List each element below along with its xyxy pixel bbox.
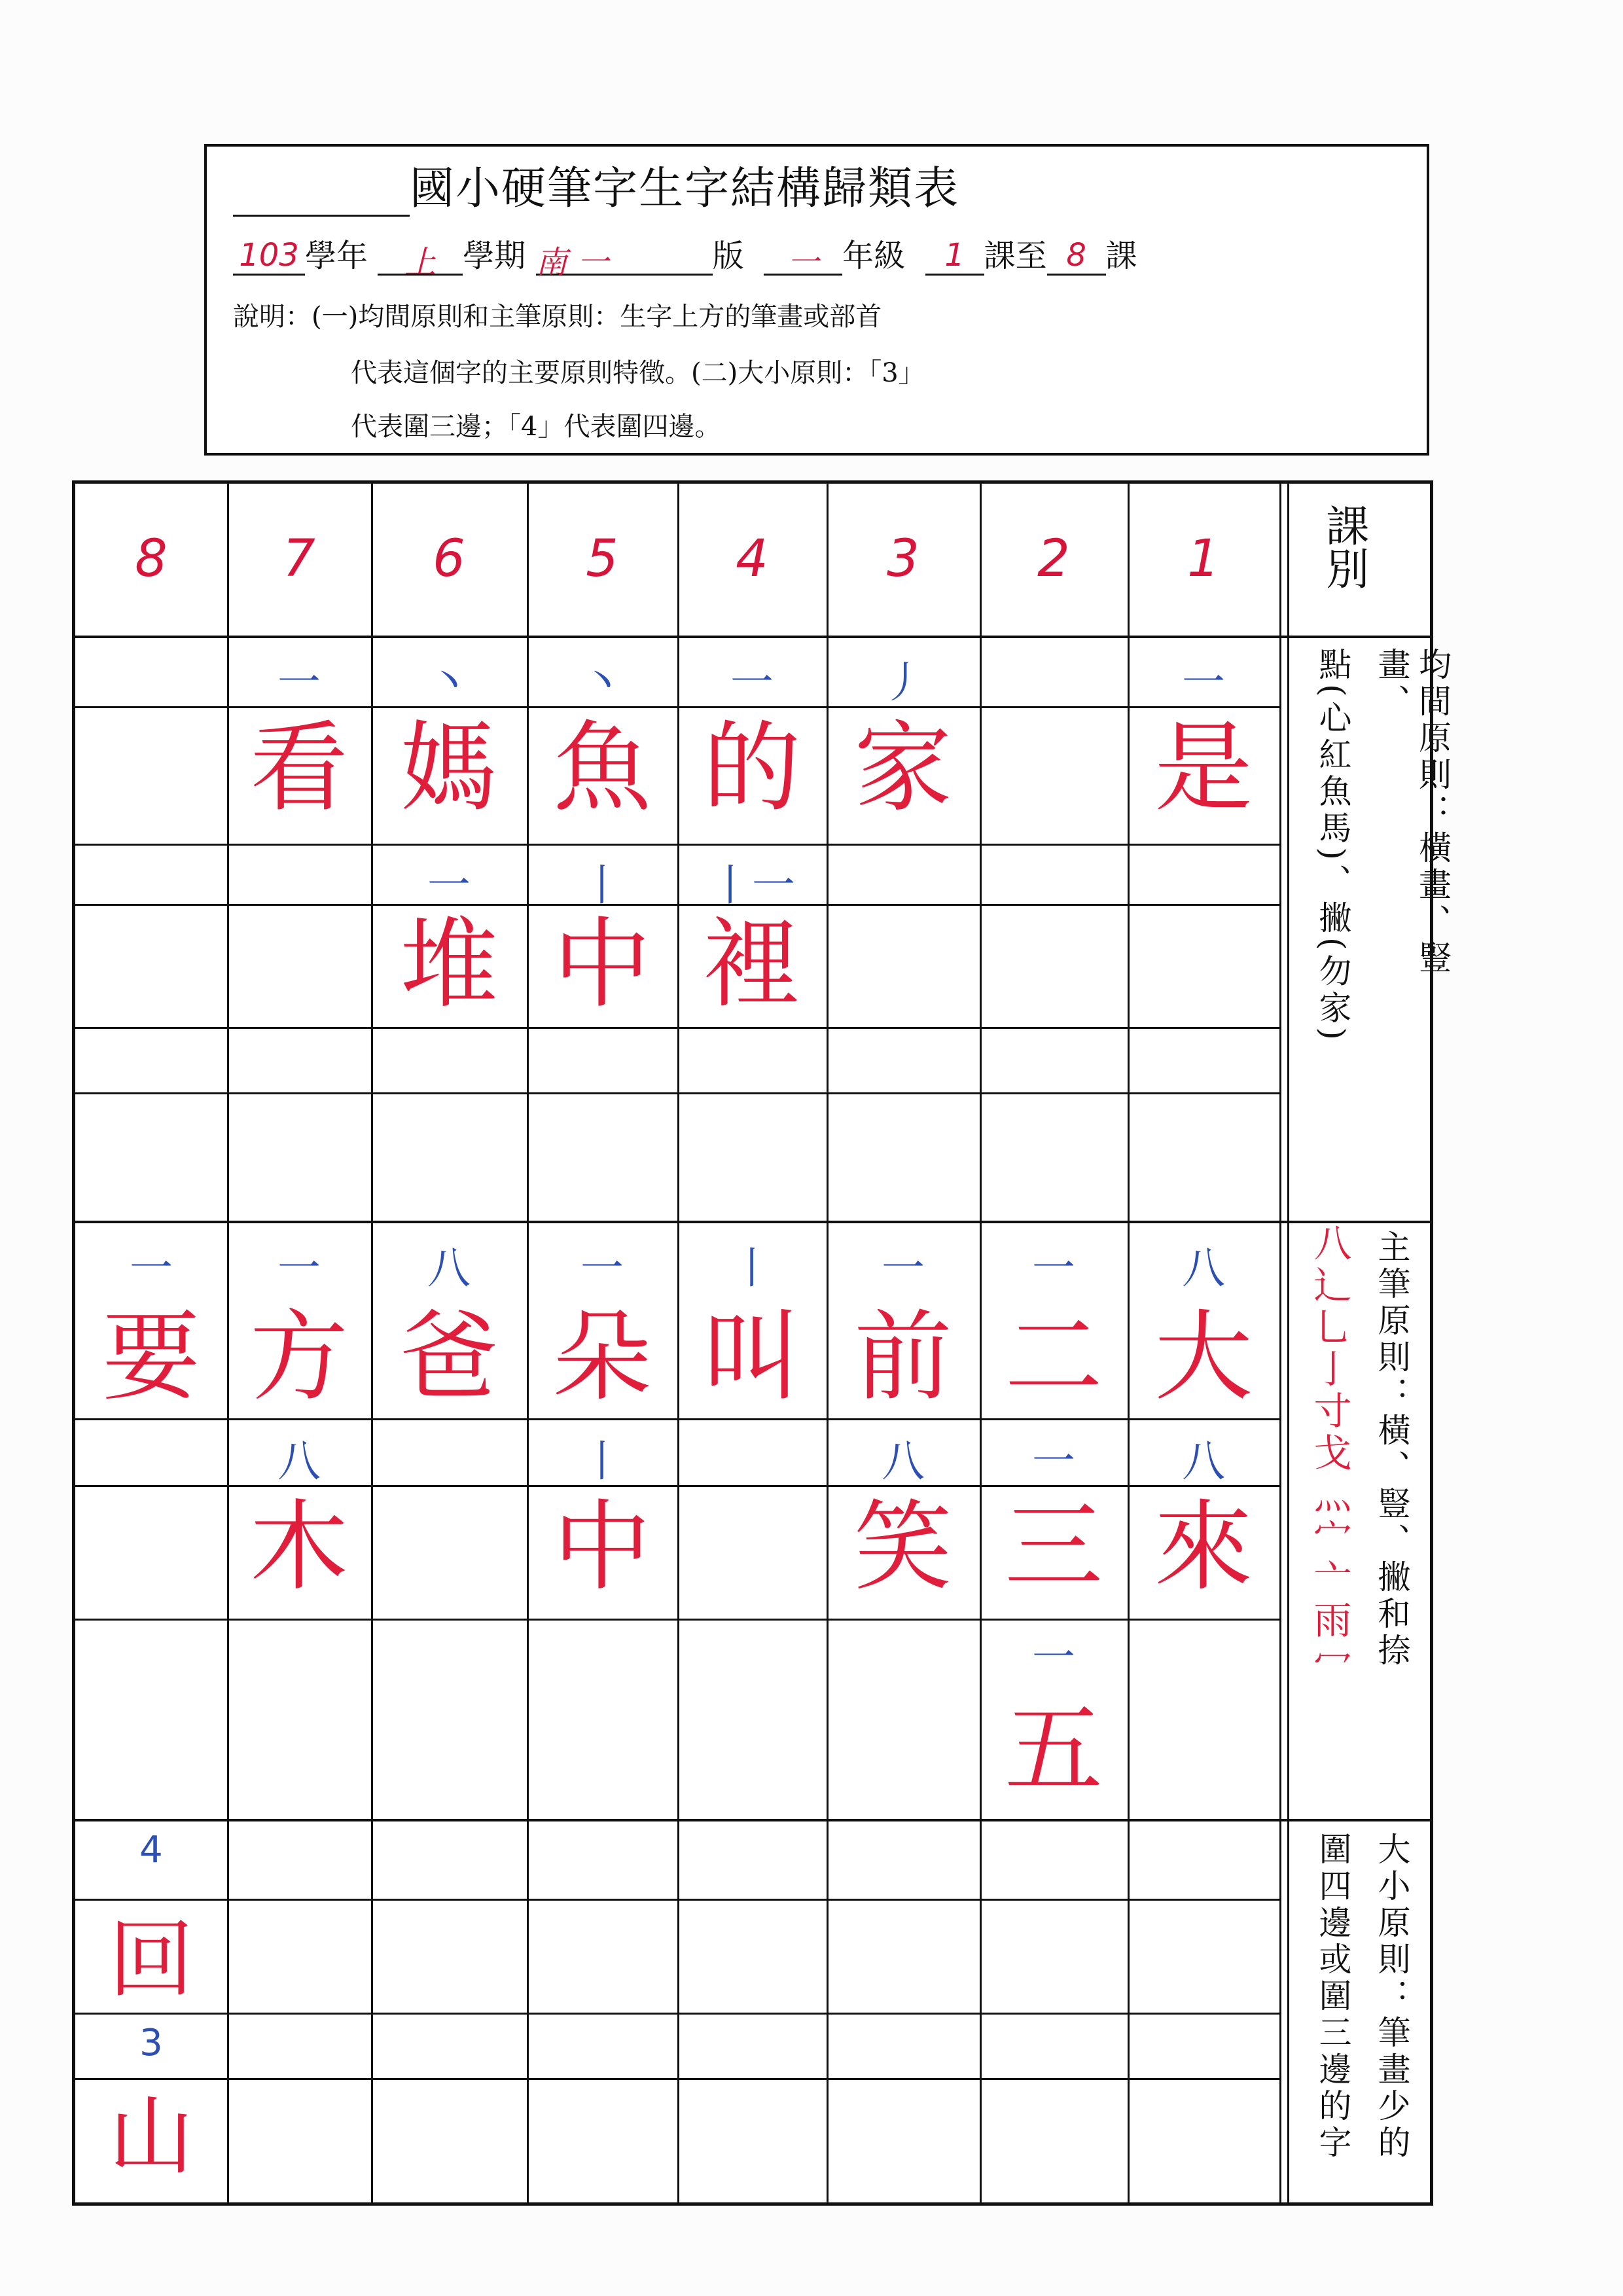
main-stroke-stroke: 丨 (580, 1436, 624, 1486)
main-stroke-stroke: 八 (427, 1243, 471, 1293)
even-spacing-stroke: 丶 (580, 657, 624, 708)
row-line (75, 1619, 1279, 1621)
size-character: 回 (108, 1910, 194, 2009)
even-spacing-stroke: 一 (277, 657, 321, 708)
main-stroke-stroke: 八 (1182, 1436, 1225, 1486)
row-line (75, 1485, 1279, 1487)
column-divider (527, 484, 529, 2202)
row-line (75, 1092, 1279, 1094)
main-stroke-stroke: 八 (277, 1436, 321, 1486)
main-stroke-character: 二 (1004, 1300, 1103, 1414)
grade-field[interactable]: 一 (764, 237, 842, 276)
main-stroke-stroke: 一 (580, 1243, 624, 1293)
school-name-blank[interactable] (233, 169, 410, 217)
info-line (233, 230, 1137, 281)
main-stroke-character: 五 (1004, 1693, 1103, 1807)
main-stroke-stroke: 一 (1032, 1632, 1075, 1683)
main-stroke-stroke: 一 (277, 1243, 321, 1293)
lesson-from-field[interactable]: 1 (925, 237, 984, 276)
column-divider (227, 484, 229, 2202)
header-box (204, 144, 1429, 456)
even-spacing-character: 媽 (399, 711, 499, 825)
row-line (75, 1418, 1279, 1420)
size-label-2: 圍四邊或圍三邊的字 (1313, 1832, 1352, 2162)
main-stroke-label: 主筆原則：橫、豎、撇和捺 (1372, 1230, 1411, 1670)
grade-label: 年級 (842, 238, 906, 274)
even-spacing-character: 堆 (399, 908, 499, 1022)
lesson-number-8: 8 (135, 529, 168, 588)
even-spacing-stroke: 一 (427, 860, 471, 910)
main-stroke-stroke: 一 (882, 1243, 925, 1293)
even-spacing-character: 是 (1154, 711, 1253, 825)
section-divider (75, 1819, 1430, 1821)
main-stroke-character: 來 (1154, 1490, 1253, 1604)
row-line (75, 1027, 1279, 1029)
main-stroke-character: 朵 (552, 1300, 652, 1414)
row-line (75, 1899, 1279, 1901)
main-stroke-stroke: 一 (1032, 1243, 1075, 1293)
main-stroke-character: 叫 (702, 1300, 802, 1414)
even-spacing-stroke: 一 (730, 657, 774, 708)
main-stroke-character: 大 (1154, 1300, 1253, 1414)
main-stroke-stroke: 八 (1182, 1243, 1225, 1293)
size-character: 山 (108, 2087, 194, 2186)
even-spacing-character: 中 (552, 908, 652, 1022)
column-divider (980, 484, 982, 2202)
note-line-2: 代表這個字的主要原則特徵。(二)大小原則：「3」 (351, 358, 925, 388)
even-spacing-stroke: 丨一 (709, 860, 795, 910)
lesson-number-6: 6 (433, 529, 465, 588)
lesson-number-3: 3 (887, 529, 919, 588)
lesson-number-4: 4 (736, 529, 768, 588)
column-divider (677, 484, 679, 2202)
even-spacing-character: 家 (853, 711, 953, 825)
size-enclosure-number: 4 (139, 1829, 163, 1871)
main-stroke-stroke: 八 (882, 1436, 925, 1486)
year-label: 學年 (305, 238, 368, 274)
main-stroke-stroke: 一 (130, 1243, 173, 1293)
main-stroke-character: 爸 (399, 1300, 499, 1414)
main-stroke-character: 前 (853, 1300, 953, 1414)
row-line (75, 844, 1279, 846)
main-stroke-character: 木 (249, 1490, 349, 1604)
lesson-number-1: 1 (1187, 529, 1220, 588)
column-divider (1279, 484, 1281, 2202)
main-stroke-character: 笑 (853, 1490, 953, 1604)
main-stroke-character: 方 (249, 1300, 349, 1414)
column-divider (827, 484, 829, 2202)
edition-label: 版 (712, 238, 744, 274)
note-line-3: 代表圍三邊；「4」代表圍四邊。 (351, 412, 721, 442)
label-column-divider (1287, 484, 1289, 2202)
edition-field[interactable]: 南 一 (536, 237, 713, 276)
main-stroke-stroke: 丨 (730, 1243, 774, 1293)
header-row-divider (75, 636, 1430, 638)
even-spacing-stroke: 一 (1182, 657, 1225, 708)
section-divider (75, 1221, 1430, 1223)
row-line (75, 2078, 1279, 2080)
even-spacing-label: 均間原則：橫畫、豎畫、 (1372, 647, 1452, 977)
character-grid (72, 480, 1452, 2206)
lesson-number-2: 2 (1037, 529, 1070, 588)
row-line (75, 706, 1279, 708)
row-line (75, 2013, 1279, 2015)
main-stroke-red-note: 八辶乚亅寸戈灬宀亠雨冖 (1307, 1223, 1352, 1684)
row-line (75, 904, 1279, 906)
main-stroke-character: 中 (552, 1490, 652, 1604)
semester-label: 學期 (463, 238, 526, 274)
even-spacing-character: 魚 (552, 711, 652, 825)
lesson-number-5: 5 (586, 529, 618, 588)
main-stroke-character: 要 (101, 1300, 201, 1414)
lesson-to-field[interactable]: 8 (1047, 237, 1106, 276)
even-spacing-label-2: 點(心紅魚馬)、撇(勿家) (1313, 647, 1352, 1045)
even-spacing-stroke: 丿 (882, 657, 925, 708)
lesson-header: 課別 (1318, 503, 1369, 590)
column-divider (1128, 484, 1130, 2202)
main-stroke-character: 三 (1004, 1490, 1103, 1604)
page-title (233, 153, 959, 217)
lesson-to-label: 課 (1105, 238, 1137, 274)
column-divider (371, 484, 373, 2202)
even-spacing-stroke: 丶 (427, 657, 471, 708)
even-spacing-character: 看 (249, 711, 349, 825)
even-spacing-character: 的 (702, 711, 802, 825)
even-spacing-stroke: 丨 (580, 860, 624, 910)
title-text: 國小硬筆字生字結構歸類表 (410, 163, 960, 215)
size-enclosure-number: 3 (139, 2022, 163, 2064)
size-label: 大小原則：筆畫少的 (1372, 1832, 1411, 2162)
main-stroke-stroke: 一 (1032, 1436, 1075, 1486)
even-spacing-character: 裡 (702, 908, 802, 1022)
year-field[interactable]: 103 (233, 237, 305, 276)
lesson-from-label: 課至 (984, 238, 1047, 274)
semester-field[interactable]: 上 (378, 237, 463, 276)
lesson-number-7: 7 (283, 529, 315, 588)
note-line-1: 說明：(一)均間原則和主筆原則：生字上方的筆畫或部首 (233, 302, 882, 332)
